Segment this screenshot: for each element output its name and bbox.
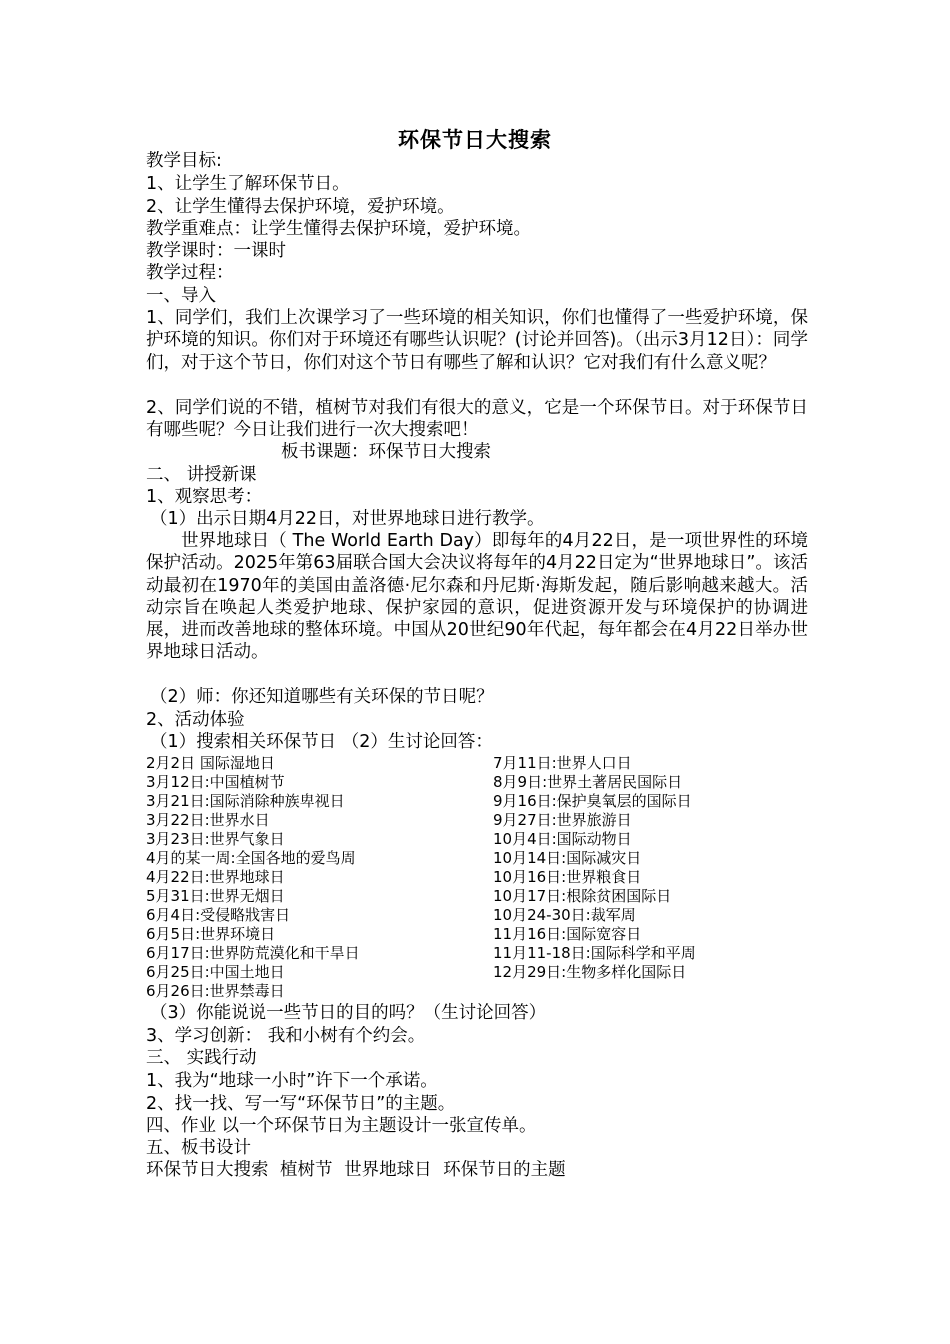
innovation-item: 3、学习创新： 我和小树有个约会。 (146, 1026, 426, 1046)
holiday-item: 12月29日:生物多样化国际日 (493, 963, 687, 981)
holiday-item: 9月27日:世界旅游日 (493, 811, 632, 829)
holiday-item: 10月17日:根除贫困国际日 (493, 887, 672, 905)
purpose-question: （3）你能说说一些节日的目的吗？（生讨论回答） (150, 1003, 547, 1023)
holiday-item: 6月17日:世界防荒漠化和干旱日 (146, 944, 360, 962)
goal-2: 2、让学生懂得去保护环境，爱护环境。 (146, 197, 455, 217)
holiday-item: 3月23日:世界气象日 (146, 830, 285, 848)
holiday-item: 4月22日:世界地球日 (146, 868, 285, 886)
document-title: 环保节日大搜索 (398, 128, 552, 152)
class-hours: 教学课时：一课时 (146, 241, 286, 261)
board-design-line: 环保节日大搜索 植树节 世界地球日 环保节日的主题 (146, 1160, 566, 1180)
holiday-item: 4月的某一周:全国各地的爱鸟周 (146, 849, 356, 867)
holiday-item: 3月22日:世界水日 (146, 811, 270, 829)
holiday-item: 10月4日:国际动物日 (493, 830, 632, 848)
section-intro-heading: 一、导入 (146, 286, 216, 306)
holiday-item: 6月5日:世界环境日 (146, 925, 276, 943)
process-heading: 教学过程： (146, 263, 234, 283)
board-topic: 板书课题：环保节日大搜索 (281, 442, 491, 462)
holiday-item: 2月2日 国际湿地日 (146, 754, 275, 772)
section-board-heading: 五、板书设计 (146, 1138, 251, 1158)
action-item-2: 2、找一找、写一写“环保节日”的主题。 (146, 1094, 456, 1114)
goal-1: 1、让学生了解环保节日。 (146, 174, 350, 194)
search-line: （1）搜索相关环保节日 （2）生讨论回答： (150, 732, 493, 752)
holiday-item: 10月24-30日:裁军周 (493, 906, 636, 924)
action-item-1: 1、我为“地球一小时”许下一个承诺。 (146, 1071, 438, 1091)
earth-day-paragraph: 世界地球日（ The World Earth Day）即每年的4月22日，是一项世界性的环境保护活动。2025年第63届联合国大会决议将每年的4月22日定为“世界地球日”。该活动最初在1970年的美国由盖洛德·尼尔森和丹尼斯·海斯发起，随后影响越来越大。活动宗旨在唤起人类爱护地球、保护家园的意识，促进资源开发与环境保护的协调进展，进而改善地球的整体环境。中国从20世纪90年代起，每年都会在4月22日举办世界地球日活动。 (146, 531, 808, 663)
section-practice-heading: 三、 实践行动 (146, 1048, 257, 1068)
show-date-item: （1）出示日期4月22日，对世界地球日进行教学。 (150, 509, 545, 529)
activity-heading: 2、活动体验 (146, 710, 245, 730)
key-difficulty: 教学重难点：让学生懂得去保护环境，爱护环境。 (146, 219, 531, 239)
teacher-question: （2）师：你还知道哪些有关环保的节日呢？ (150, 687, 494, 707)
holiday-item: 11月16日:国际宽容日 (493, 925, 642, 943)
homework-line: 四、作业 以一个环保节日为主题设计一张宣传单。 (146, 1116, 537, 1136)
holiday-item: 10月14日:国际减灾日 (493, 849, 642, 867)
holiday-item: 9月16日:保护臭氧层的国际日 (493, 792, 692, 810)
holiday-item: 7月11日:世界人口日 (493, 754, 632, 772)
section-teaching-heading: 二、 讲授新课 (146, 465, 257, 485)
observe-heading: 1、观察思考： (146, 487, 263, 507)
goals-heading: 教学目标: (146, 151, 222, 171)
holiday-item: 11月11-18日:国际科学和平周 (493, 944, 696, 962)
holiday-item: 8月9日:世界土著居民国际日 (493, 773, 683, 791)
holiday-item: 6月25日:中国土地日 (146, 963, 285, 981)
holiday-item: 3月12日:中国植树节 (146, 773, 285, 791)
holiday-item: 6月26日:世界禁毒日 (146, 982, 285, 1000)
holiday-item: 10月16日:世界粮食日 (493, 868, 642, 886)
holiday-item: 6月4日:受侵略戕害日 (146, 906, 291, 924)
intro-paragraph-1: 1、同学们，我们上次课学习了一些环境的相关知识，你们也懂得了一些爱护环境，保护环境的知识。你们对于环境还有哪些认识呢？(讨论并回答)。（出示3月12日）：同学们，对于这个节日，你们对这个节日有哪些了解和认识？它对我们有什么意义呢？ (146, 308, 808, 373)
holiday-item: 5月31日:世界无烟日 (146, 887, 285, 905)
holiday-item: 3月21日:国际消除种族卑视日 (146, 792, 345, 810)
intro-paragraph-2: 2、同学们说的不错，植树节对我们有很大的意义，它是一个环保节日。对于环保节日有哪些呢？今日让我们进行一次大搜索吧！ (146, 398, 808, 441)
